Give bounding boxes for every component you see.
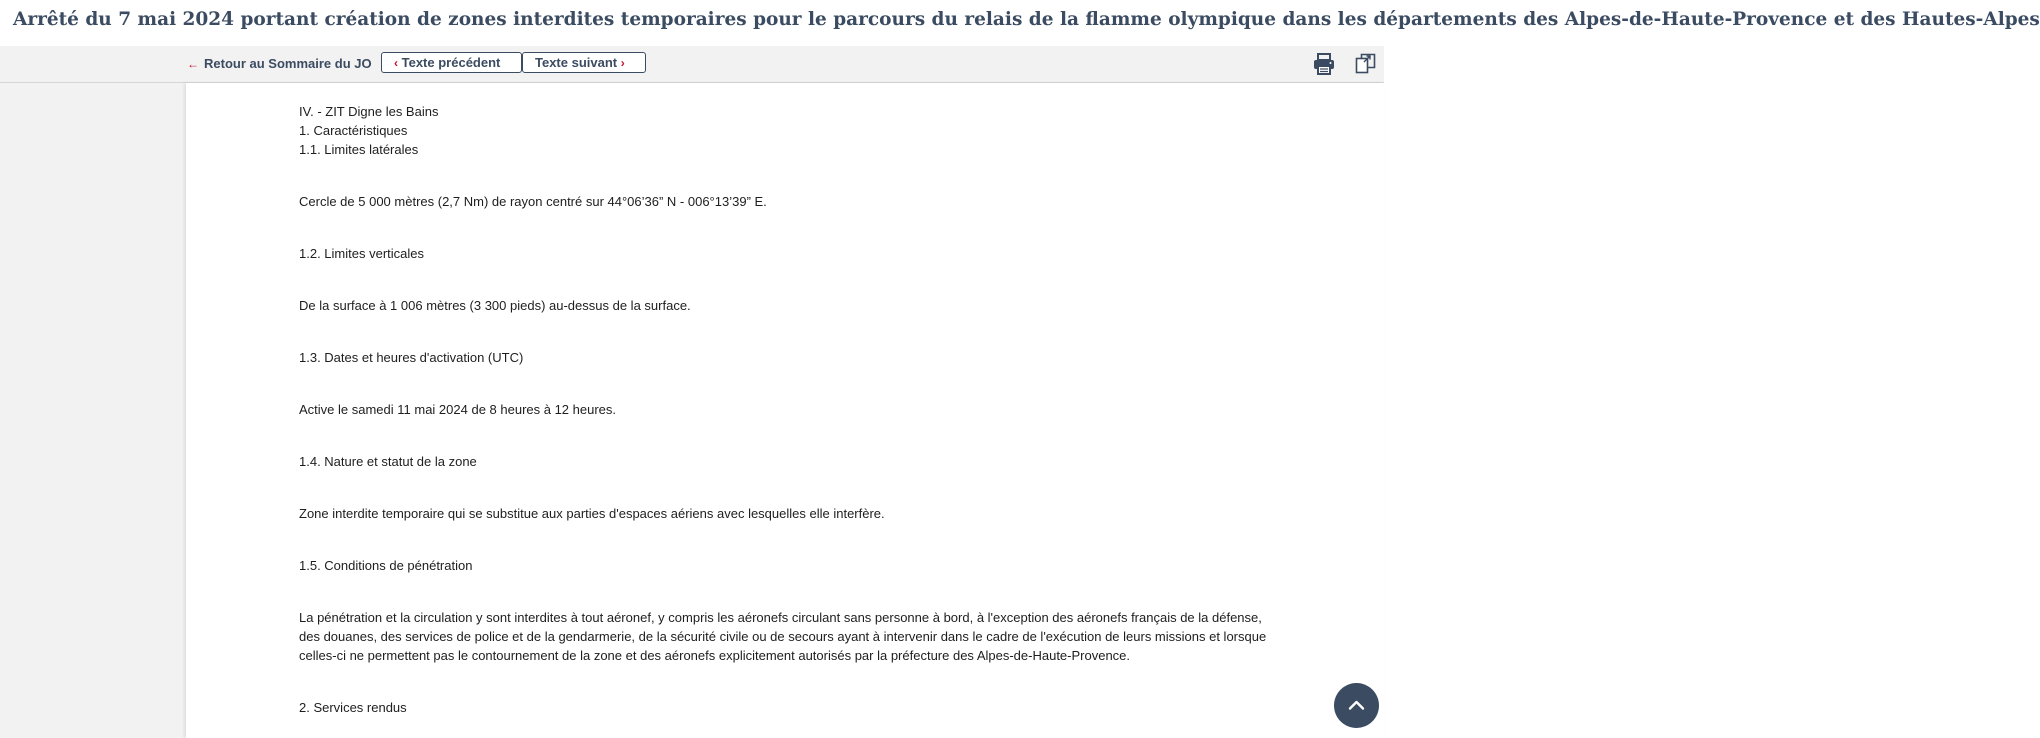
subheading-services: 2. Services rendus <box>299 700 407 715</box>
print-icon[interactable] <box>1313 53 1335 75</box>
back-to-summary-link[interactable] <box>187 55 372 73</box>
activation-text: Active le samedi 11 mai 2024 de 8 heures à 12 heures. <box>299 402 617 417</box>
section-heading: IV. - ZIT Digne les Bains <box>299 104 439 119</box>
scroll-to-top-button[interactable] <box>1334 683 1379 728</box>
chevron-left-icon: ‹ <box>394 56 398 70</box>
arrow-left-icon: ← <box>187 57 199 71</box>
subheading-lateral-limits: 1.1. Limites latérales <box>299 142 419 157</box>
chevron-up-icon <box>1347 696 1366 715</box>
copy-icon[interactable] <box>1355 53 1376 74</box>
subheading-vertical-limits: 1.2. Limites verticales <box>299 246 424 261</box>
subheading-characteristics: 1. Caractéristiques <box>299 123 408 138</box>
page-title: Arrêté du 7 mai 2024 portant création de zones interdites temporaires pour le parcours du relais de la flamme olympique dans les départements des Alpes-de-Haute-Provence et des Hautes-Alpes <box>13 9 2040 30</box>
previous-text-button[interactable] <box>381 52 522 73</box>
vertical-limits-text: De la surface à 1 006 mètres (3 300 pieds) au-dessus de la surface. <box>299 298 691 313</box>
toolbar <box>0 46 1384 83</box>
nature-text: Zone interdite temporaire qui se substitue aux parties d'espaces aériens avec lesquelles elle interfère. <box>299 506 885 521</box>
previous-text-label: Texte précédent <box>401 55 501 70</box>
lateral-limits-text: Cercle de 5 000 mètres (2,7 Nm) de rayon centré sur 44°06’36” N - 006°13’39” E. <box>299 194 767 209</box>
chevron-right-icon: › <box>620 56 625 70</box>
next-text-label: Texte suivant <box>535 55 618 70</box>
next-text-button[interactable] <box>522 52 646 73</box>
subheading-penetration: 1.5. Conditions de pénétration <box>299 558 473 573</box>
penetration-text: La pénétration et la circulation y sont interdites à tout aéronef, y compris les aéronefs circulant sans personne à bord, à l'exception des aéronefs français de la défense, des douanes, des services de police et de la gendarmerie, de la sécurité civile ou de secours ayant à intervenir dans le cadre de l'exécution de leurs missions et lorsque celles-ci ne permettent pas le contournement de la zone et des aéronefs explicitement autorisés par la préfecture des Alpes-de-Haute-Provence. <box>299 610 1267 663</box>
subheading-activation: 1.3. Dates et heures d'activation (UTC) <box>299 350 524 365</box>
left-gutter <box>0 83 186 738</box>
title-bar <box>0 0 2040 46</box>
back-link-label: Retour au Sommaire du JO <box>204 56 372 71</box>
subheading-nature: 1.4. Nature et statut de la zone <box>299 454 477 469</box>
